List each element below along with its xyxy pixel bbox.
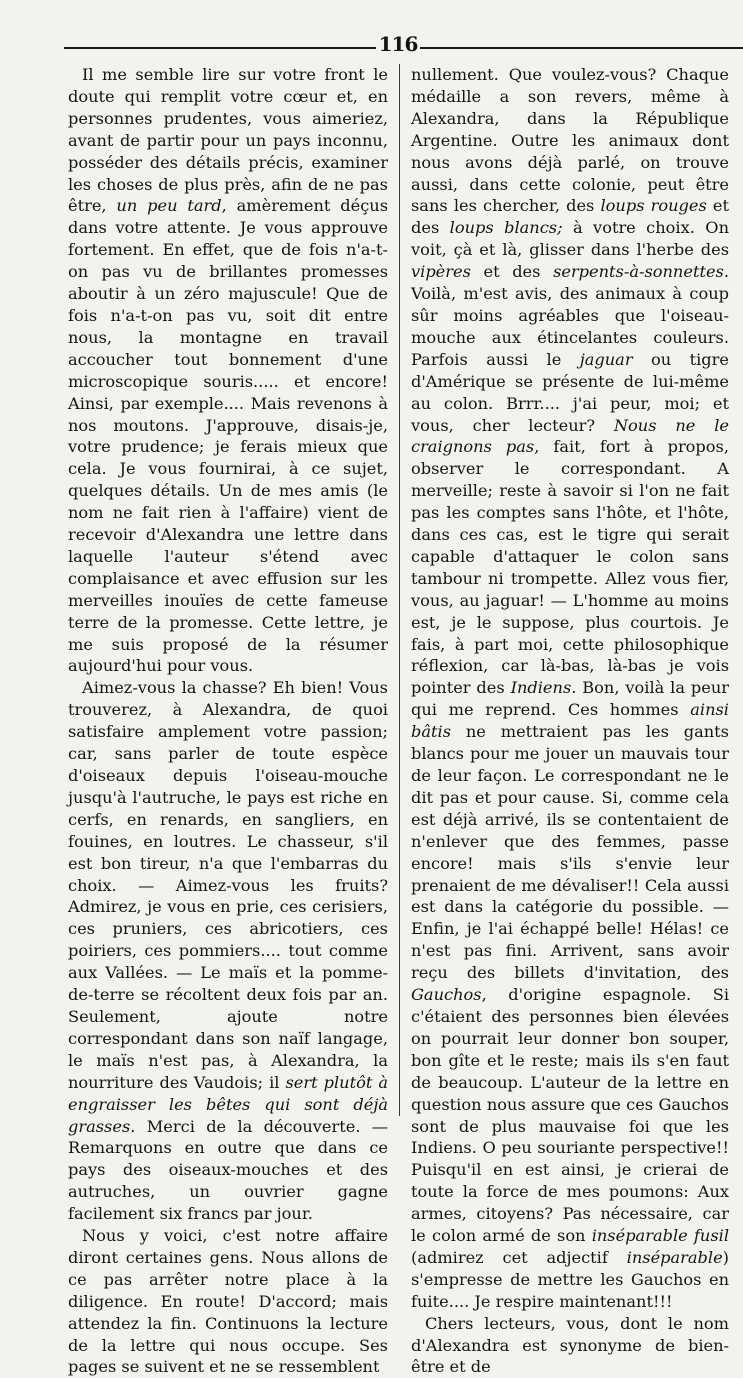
- italic-text-run: Nous ne le craignons pas: [411, 415, 729, 457]
- page-number: 116: [378, 32, 418, 56]
- right-column: [411, 64, 729, 1378]
- italic-text-run: un peu tard: [116, 196, 222, 216]
- italic-text-run: vipères: [411, 262, 471, 282]
- text-run: ) s'empresse de mettre les Gauchos en fuite.... Je respire maintenant!!!: [411, 1247, 729, 1311]
- text-run: et des: [411, 196, 730, 238]
- italic-text-run: Indiens: [510, 678, 572, 698]
- column-divider: [399, 64, 400, 1116]
- paragraph: [68, 677, 388, 1225]
- text-run: . Merci de la découverte. — Remarquons en outre que dans ce pays des oiseaux-mouches et des autruches, un ouvrier gagne facilement six francs par jour.: [68, 1116, 388, 1224]
- text-run: ou tigre d'Amérique se présente de lui-même au colon. Brrr.... j'ai peur, moi; et vous, cher lecteur?: [411, 349, 729, 435]
- text-run: Nous y voici, c'est notre affaire diront certaines gens. Nous allons de ce pas arrêter notre place à la diligence. En route! D'accord; mais attendez la fin. Continuons la lecture de la lettre qui nous occupe. Ses pages se suivent et ne se ressemblent: [68, 1226, 388, 1377]
- text-run: (admirez cet adjectif: [411, 1247, 627, 1267]
- paragraph: [411, 64, 729, 1313]
- text-run: ne mettraient pas les gants blancs pour me jouer un mauvais tour de leur façon. Le correspondant ne le dit pas et pour cause. Si, comme cela est déjà arrivé, ils se contentaient de n'enlever que des femmes, passe encore! mais s'ils s'envie leur prenaient de me dévaliser!! Cela aussi est dans la catégorie du possible. — Enfin, je l'ai échappé belle! Hélas! ce n'est pas fini. Arrivent, sans avoir reçu des billets d'invitation, des: [411, 722, 729, 983]
- italic-text-run: jaguar: [579, 349, 633, 369]
- italic-text-run: Gauchos: [411, 985, 482, 1005]
- italic-text-run: inséparable: [626, 1247, 723, 1267]
- paragraph: [68, 64, 388, 677]
- header-rule-right: [420, 47, 743, 49]
- italic-text-run: loups rouges: [600, 196, 707, 216]
- text-run: . Voilà, m'est avis, des animaux à coup sûr moins agréables que l'oiseau-mouche aux étincelantes couleurs. Parfois aussi le: [411, 262, 729, 369]
- text-run: Il me semble lire sur votre front le doute qui remplit votre cœur et, en personnes prudentes, vous aimeriez, avant de partir pour un pays inconnu, posséder des détails précis, examiner les choses de plus près, afin de ne pas être,: [68, 65, 388, 216]
- text-run: Chers lecteurs, vous, dont le nom d'Alexandra est synonyme de bien-être et de: [411, 1313, 729, 1377]
- text-run: , fait, fort à propos, observer le correspondant. A merveille; reste à savoir si l'on ne fait pas les comptes sans l'hôte, et l'hôte, dans ces cas, est le tigre qui serait capable d'attaquer le colon sans tambour ni trompette. Allez vous fier, vous, au jaguar! — L'homme au moins est, je le suppose, plus courtois. Je fais, à part moi, cette philosophique réflexion, car là-bas, là-bas je vois pointer des: [411, 437, 729, 698]
- paragraph: [411, 1313, 729, 1378]
- italic-text-run: sert plutôt à engraisser les bêtes qui sont déjà grasses: [68, 1072, 388, 1136]
- page-header: [64, 30, 743, 60]
- italic-text-run: inséparable fusil: [591, 1226, 729, 1246]
- left-column: [68, 64, 388, 1378]
- italic-text-run: serpents-à-sonnettes: [553, 262, 724, 282]
- text-run: à votre choix. On voit, çà et là, glisser dans l'herbe des: [411, 218, 729, 260]
- text-run: nullement. Que voulez-vous? Chaque médaille a son revers, même à Alexandra, dans la République Argentine. Outre les animaux dont nous avons déjà parlé, on trouve aussi, dans cette colonie, peut être sans les chercher, des: [411, 65, 729, 216]
- paragraph: [68, 1225, 388, 1378]
- text-run: , amèrement déçus dans votre attente. Je vous approuve fortement. En effet, que de fois n'a-t-on pas vu de brillantes promesses aboutir à un zéro majuscule! Que de fois n'a-t-on pas vu, soit dit entre nous, la montagne en travail accoucher tout bonnement d'une microscopique souris..... et encore! Ainsi, par exemple.... Mais revenons à nos moutons. J'approuve, disais-je, votre prudence; je ferais mieux que cela. Je vous fournirai, à ce sujet, quelques détails. Un de mes amis (le nom ne fait rien à l'affaire) vient de recevoir d'Alexandra une lettre dans laquelle l'auteur s'étend avec complaisance et avec effusion sur les merveilles inouïes de cette fameuse terre de la promesse. Cette lettre, je me suis proposé de la résumer aujourd'hui pour vous.: [68, 196, 388, 676]
- header-rule-left: [64, 47, 376, 49]
- italic-text-run: loups blancs;: [449, 218, 563, 238]
- italic-text-run: ainsi bâtis: [411, 700, 729, 742]
- text-run: , d'origine espagnole. Si c'étaient des personnes bien élevées on pourrait leur donner bon souper, bon gîte et le reste; mais ils s'en faut de beaucoup. L'auteur de la lettre en question nous assure que ces Gauchos sont de plus mauvaise foi que les Indiens. O peu souriante perspective!! Puisqu'il en est ainsi, je crierai de toute la force de mes poumons: Aux armes, citoyens? Pas nécessaire, car le colon armé de son: [411, 985, 729, 1246]
- text-run: Aimez-vous la chasse? Eh bien! Vous trouverez, à Alexandra, de quoi satisfaire amplement votre passion; car, sans parler de toute espèce d'oiseaux depuis l'oiseau-mouche jusqu'à l'autruche, le pays est riche en cerfs, en renards, en sangliers, en fouines, en loutres. Le chasseur, s'il est bon tireur, n'a que l'embarras du choix. — Aimez-vous les fruits? Admirez, je vous en prie, ces cerisiers, ces pruniers, ces abricotiers, ces poiriers, ces pommiers.... tout comme aux Vallées. — Le maïs et la pomme-de-terre se récoltent deux fois par an. Seulement, ajoute notre correspondant dans son naïf langage, le maïs n'est pas, à Alexandra, la nourriture des Vaudois; il: [68, 678, 388, 1092]
- text-run: et des: [470, 262, 554, 282]
- text-run: . Bon, voilà la peur qui me reprend. Ces hommes: [411, 678, 729, 720]
